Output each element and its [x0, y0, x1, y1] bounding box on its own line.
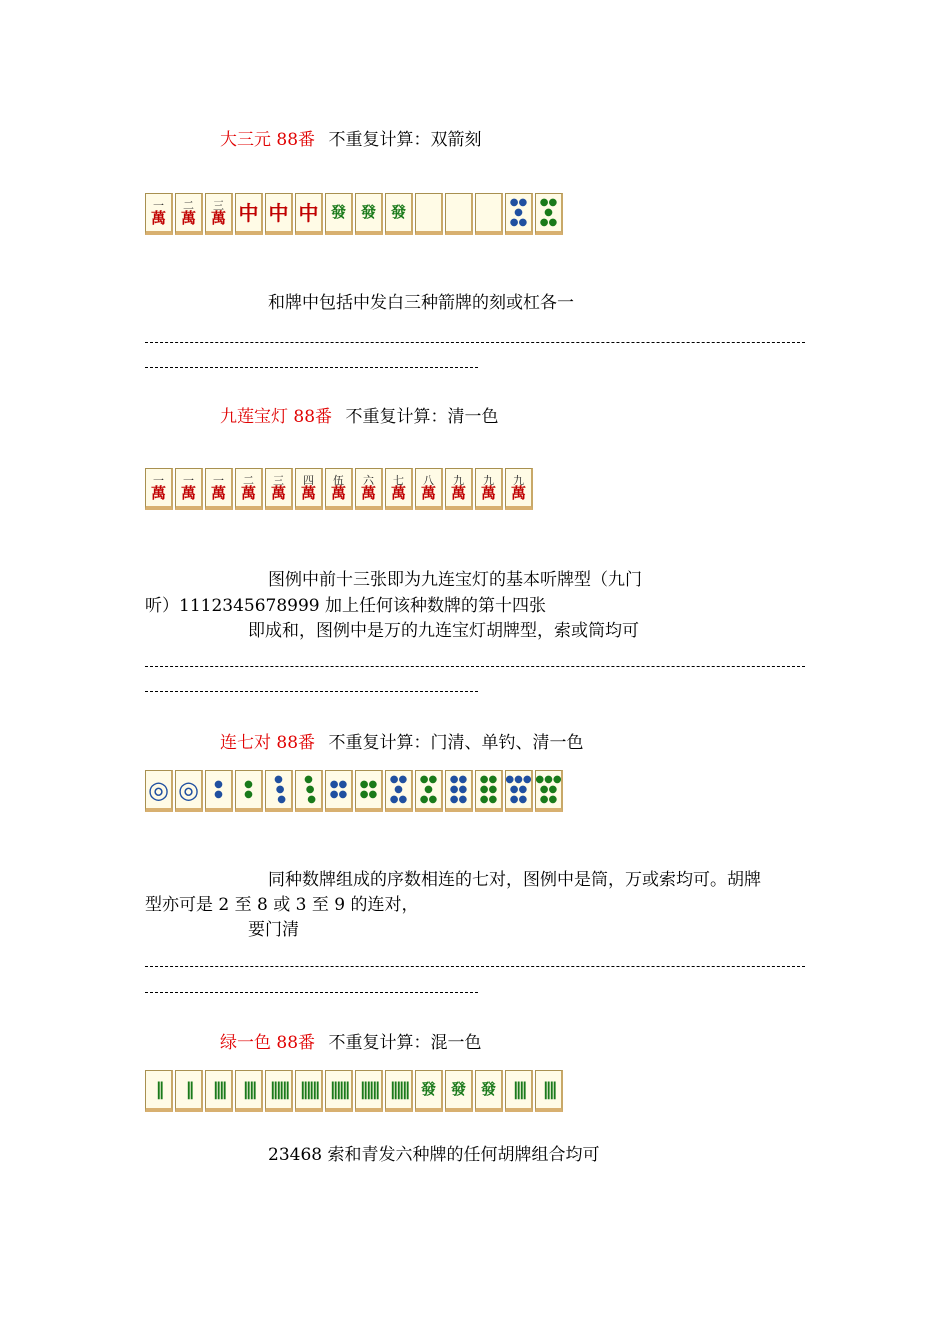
mahjong-tile [175, 1070, 203, 1112]
mahjong-tile [295, 1070, 323, 1112]
description-line: 型亦可是 2 至 8 或 3 至 9 的连对， [145, 895, 419, 915]
mahjong-tile [235, 1070, 263, 1112]
description-line: 图例中前十三张即为九连宝灯的基本听牌型（九门 [268, 570, 642, 590]
mahjong-tile [535, 193, 563, 235]
mahjong-tile [145, 770, 173, 812]
fan-value: 88番 [276, 733, 316, 753]
mahjong-tile [505, 770, 533, 812]
tile-suit: 萬 [360, 483, 376, 502]
hand-name: 大三元 [220, 130, 271, 150]
tile-suit: 萬 [210, 208, 226, 227]
tile-face: ◎ [148, 775, 169, 804]
tile-face: ●● ●● [359, 778, 378, 800]
tile-suit: 萬 [240, 483, 256, 502]
fan-value: 88番 [276, 130, 316, 150]
dashed-divider [145, 367, 478, 368]
tile-face: 發 [360, 203, 376, 221]
mahjong-tile [355, 1070, 383, 1112]
tile-rank: 一 [213, 473, 224, 487]
tile-face: ‖‖ [242, 1078, 255, 1100]
tile-face: ●● ● ●● [389, 773, 408, 805]
mahjong-tile [265, 1070, 293, 1112]
tile-face: ● ● ● [304, 773, 317, 805]
tile-face: ●● ●● ●● [449, 773, 468, 805]
hand-name: 连七对 [220, 733, 271, 753]
description-line: 和牌中包括中发白三种箭牌的刻或杠各一 [268, 293, 574, 313]
tile-face: ●● ● ●● [539, 196, 558, 228]
description-line: 听）1112345678999 加上任何该种数牌的第十四张 [145, 596, 547, 616]
tile-face: ●● ● ●● [509, 196, 528, 228]
tile-face: ‖‖‖ [389, 1078, 408, 1100]
mahjong-tile [385, 770, 413, 812]
mahjong-tile [205, 770, 233, 812]
section-title-jiulianbaodeng [220, 402, 498, 427]
tile-face: ●●● ●● ●● [505, 773, 532, 805]
mahjong-tile [265, 193, 293, 235]
tile-rank: 九 [483, 473, 494, 487]
mahjong-tile [385, 468, 413, 510]
mahjong-tile [265, 770, 293, 812]
tile-suit: 萬 [270, 483, 286, 502]
tile-face: ‖‖ [512, 1078, 525, 1100]
tile-face: ‖ [155, 1078, 162, 1100]
tile-face: 中 [298, 200, 319, 225]
dashed-divider [145, 992, 478, 993]
mahjong-tile [175, 770, 203, 812]
section-title-dasanyuan [220, 125, 481, 150]
mahjong-tile [205, 1070, 233, 1112]
tile-rank: 八 [423, 473, 434, 487]
mahjong-tile [325, 770, 353, 812]
no-repeat-note: 不重复计算：双箭刻 [328, 130, 482, 150]
tile-face: 發 [420, 1080, 436, 1098]
mahjong-tile [415, 468, 443, 510]
mahjong-tile [505, 1070, 533, 1112]
description-line: 同种数牌组成的序数相连的七对，图例中是筒，万或索均可。胡牌 [268, 870, 761, 890]
mahjong-tile [475, 193, 503, 235]
mahjong-tile [265, 468, 293, 510]
mahjong-tile [235, 770, 263, 812]
hand-name: 绿一色 [220, 1033, 271, 1053]
mahjong-tile [145, 1070, 173, 1112]
tile-face: ● ● [214, 778, 223, 800]
tile-row-lvyise [145, 1070, 565, 1114]
mahjong-tile [385, 193, 413, 235]
tile-rank: 四 [303, 473, 314, 487]
mahjong-tile [325, 193, 353, 235]
description-line: 23468 索和青发六种牌的任何胡牌组合均可 [268, 1145, 600, 1165]
section-title-lvyise [220, 1028, 481, 1053]
mahjong-tile [295, 193, 323, 235]
mahjong-tile [445, 770, 473, 812]
tile-face: ●● ●● ●● [479, 773, 498, 805]
tile-suit: 萬 [150, 208, 166, 227]
dashed-divider [145, 342, 805, 343]
tile-rank: 九 [453, 473, 464, 487]
mahjong-tile [475, 1070, 503, 1112]
mahjong-tile [505, 468, 533, 510]
tile-face: ‖ [185, 1078, 192, 1100]
tile-face: 中 [268, 200, 289, 225]
tile-suit: 萬 [420, 483, 436, 502]
tile-face: 發 [330, 203, 346, 221]
tile-suit: 萬 [480, 483, 496, 502]
fan-value: 88番 [276, 1033, 316, 1053]
tile-rank: 一 [153, 473, 164, 487]
fan-value: 88番 [293, 407, 333, 427]
mahjong-tile [145, 468, 173, 510]
tile-face: ● ● [244, 778, 253, 800]
tile-face: 發 [480, 1080, 496, 1098]
mahjong-tile [385, 1070, 413, 1112]
tile-rank: 六 [363, 473, 374, 487]
mahjong-tile [295, 468, 323, 510]
tile-face: ●● ●● [329, 778, 348, 800]
tile-face: ●● ● ●● [419, 773, 438, 805]
mahjong-tile [205, 193, 233, 235]
no-repeat-note: 不重复计算：清一色 [345, 407, 499, 427]
tile-face: ● ● ● [274, 773, 287, 805]
no-repeat-note: 不重复计算：混一色 [328, 1033, 482, 1053]
tile-face: ‖‖‖ [299, 1078, 318, 1100]
tile-face: ●●● ●● ●● [535, 773, 562, 805]
tile-suit: 萬 [210, 483, 226, 502]
mahjong-tile [295, 770, 323, 812]
mahjong-tile [535, 770, 563, 812]
tile-rank: 九 [513, 473, 524, 487]
hand-name: 九莲宝灯 [220, 407, 288, 427]
description-line: 要门清 [248, 920, 299, 940]
mahjong-tile [145, 193, 173, 235]
tile-face: ‖‖‖ [359, 1078, 378, 1100]
mahjong-tile [475, 770, 503, 812]
tile-suit: 萬 [510, 483, 526, 502]
mahjong-tile [235, 193, 263, 235]
tile-suit: 萬 [390, 483, 406, 502]
tile-face: 中 [238, 200, 259, 225]
mahjong-tile [475, 468, 503, 510]
tile-suit: 萬 [450, 483, 466, 502]
mahjong-tile [235, 468, 263, 510]
tile-row-dasanyuan [145, 193, 565, 237]
tile-suit: 萬 [180, 483, 196, 502]
tile-face: ‖‖ [542, 1078, 555, 1100]
mahjong-tile [445, 1070, 473, 1112]
no-repeat-note: 不重复计算：门清、单钓、清一色 [328, 733, 584, 753]
tile-rank: 二 [183, 198, 194, 212]
tile-rank: 三 [273, 473, 284, 487]
tile-face: 發 [390, 203, 406, 221]
tile-suit: 萬 [180, 208, 196, 227]
tile-rank: 二 [243, 473, 254, 487]
tile-face: ‖‖ [212, 1078, 225, 1100]
tile-face: ◎ [178, 775, 199, 804]
mahjong-tile [415, 770, 443, 812]
tile-suit: 萬 [150, 483, 166, 502]
tile-rank: 伍 [333, 473, 344, 487]
dashed-divider [145, 966, 805, 967]
mahjong-tile [355, 193, 383, 235]
tile-rank: 一 [153, 198, 164, 212]
mahjong-tile [325, 1070, 353, 1112]
tile-rank: 七 [393, 473, 404, 487]
tile-rank: 三 [213, 198, 224, 212]
description-line: 即成和，图例中是万的九连宝灯胡牌型，索或筒均可 [248, 621, 639, 641]
mahjong-tile [505, 193, 533, 235]
mahjong-tile [415, 1070, 443, 1112]
tile-suit: 萬 [300, 483, 316, 502]
tile-face: ‖‖‖ [269, 1078, 288, 1100]
mahjong-tile [175, 193, 203, 235]
tile-row-jiulianbaodeng [145, 468, 535, 512]
mahjong-tile [325, 468, 353, 510]
tile-face: 發 [450, 1080, 466, 1098]
mahjong-tile [415, 193, 443, 235]
tile-rank: 一 [183, 473, 194, 487]
dashed-divider [145, 691, 478, 692]
mahjong-tile [445, 193, 473, 235]
mahjong-tile [355, 468, 383, 510]
mahjong-tile [535, 1070, 563, 1112]
tile-suit: 萬 [330, 483, 346, 502]
tile-row-lianqidui [145, 770, 565, 814]
mahjong-tile [355, 770, 383, 812]
mahjong-tile [445, 468, 473, 510]
mahjong-tile [205, 468, 233, 510]
mahjong-tile [175, 468, 203, 510]
dashed-divider [145, 666, 805, 667]
section-title-lianqidui [220, 728, 583, 753]
tile-face: ‖‖‖ [329, 1078, 348, 1100]
